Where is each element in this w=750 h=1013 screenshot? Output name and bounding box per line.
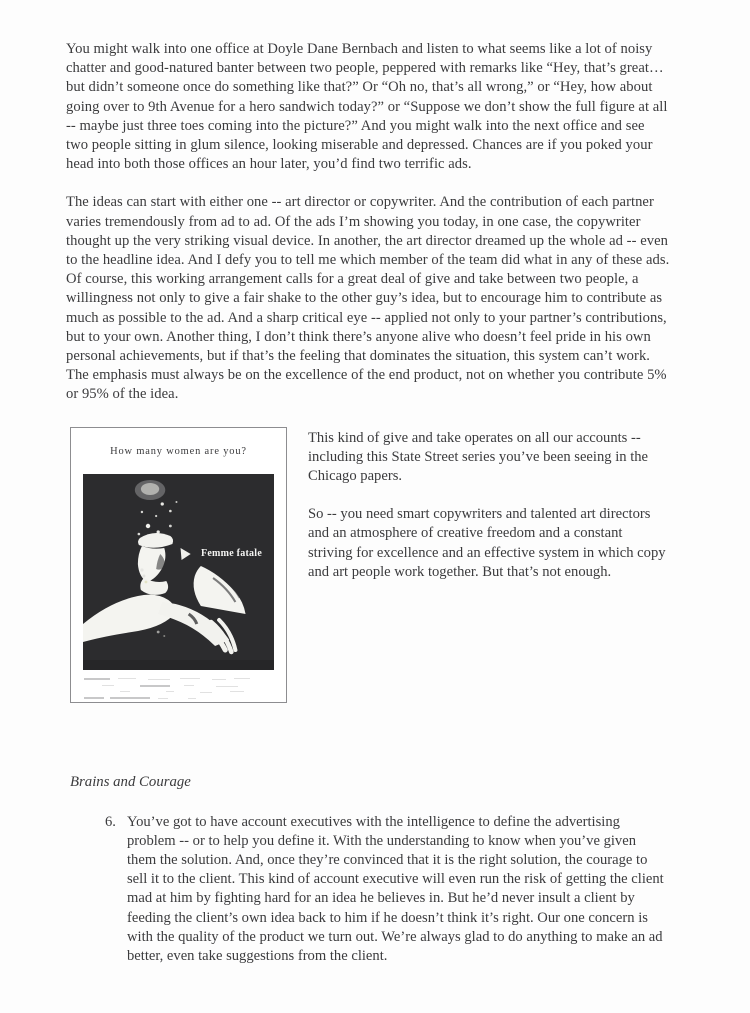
paragraph-two: The ideas can start with either one -- art director or copywriter. And the contribution of each partner varies tremendously from ad to ad. Of the ads I’m showing you today, in one case, the copywriter thought up the very striking visual device. In another, the art director dreamed up the whole ad -- even to the headline idea. And I defy you to tell me which member of the team did what in any of these ads. Of course, this working arrangement calls for a great deal of give and take between two people, a willingness not only to give a fair shake to the other guy’s idea, but to encourage him to contribute as much as possible to the ad. And a sharp critical eye -- applied not only to your partner’s contributions, but to your own. Another thing, I don’t think there’s anyone alive who doesn’t feel pride in his own personal achievements, but if that’s the feeling that dominates the situation, this system can’t work. The emphasis must always be on the excellence of the end product, not on whether you contribute 5% or 95% of the idea. (66, 194, 670, 403)
woman-portrait-illustration (83, 474, 274, 670)
numbered-list-item (105, 813, 664, 967)
side-column-text (308, 429, 670, 582)
side-paragraph-spacer (308, 486, 670, 505)
figure-and-side-text (66, 427, 670, 727)
advertisement-photo-caption: Femme fatale (201, 547, 263, 559)
document-content (66, 40, 670, 966)
paragraph-spacer (66, 174, 670, 193)
advertisement-headline: How many women are you? (110, 445, 247, 457)
side-paragraph-one: This kind of give and take operates on all our accounts -- including this State Street series you’ve been seeing in the Chicago papers. (308, 429, 649, 485)
list-item-text: You’ve got to have account executives with the intelligence to define the advertising problem -- or to help you define it. With the understanding to know when you’ve given them the solution. And, once they’re convinced that it is the right solution, the courage to sell it to the client. This kind of account executive will even run the risk of getting the client mad at him by fighting hard for an idea he believes in. But he’d never insult a client by feeding the client’s own idea back to him if he doesn’t think it’s right. Our one concern is with the quality of the product we turn out. We’re always glad to do anything to make an ad better, even take suggestions from the client. (127, 813, 664, 965)
side-paragraph-two: So -- you need smart copywriters and talented art directors and an atmosphere of creative freedom and a constant striving for excellence and an effective system in which copy and art people work together. But that’s not enough. (308, 506, 666, 580)
advertisement-inner (80, 436, 277, 694)
advertisement-frame (70, 427, 287, 703)
paragraph-one: You might walk into one office at Doyle Dane Bernbach and listen to what seems like a lot of noisy chatter and good-natured banter between two people, peppered with remarks like “Hey, that’s great…but didn’t someone once do something like that?” Or “Oh no, that’s all wrong,” or “Hey, how about going over to 9th Avenue for a hero sandwich today?” or “Suppose we don’t show the full figure at all -- maybe just three toes coming into the picture?” And you might walk into the next office and see two people sitting in glum silence, looking miserable and depressed. Chances are if you poked your head into both those offices an hour later, you’d find two terrific ads. (66, 41, 668, 173)
advertisement-figure (70, 427, 287, 703)
advertisement-body-copy (84, 676, 273, 702)
list-item-number: 6. (105, 813, 116, 830)
advertisement-photo (83, 474, 274, 670)
section-heading: Brains and Courage (70, 773, 191, 790)
